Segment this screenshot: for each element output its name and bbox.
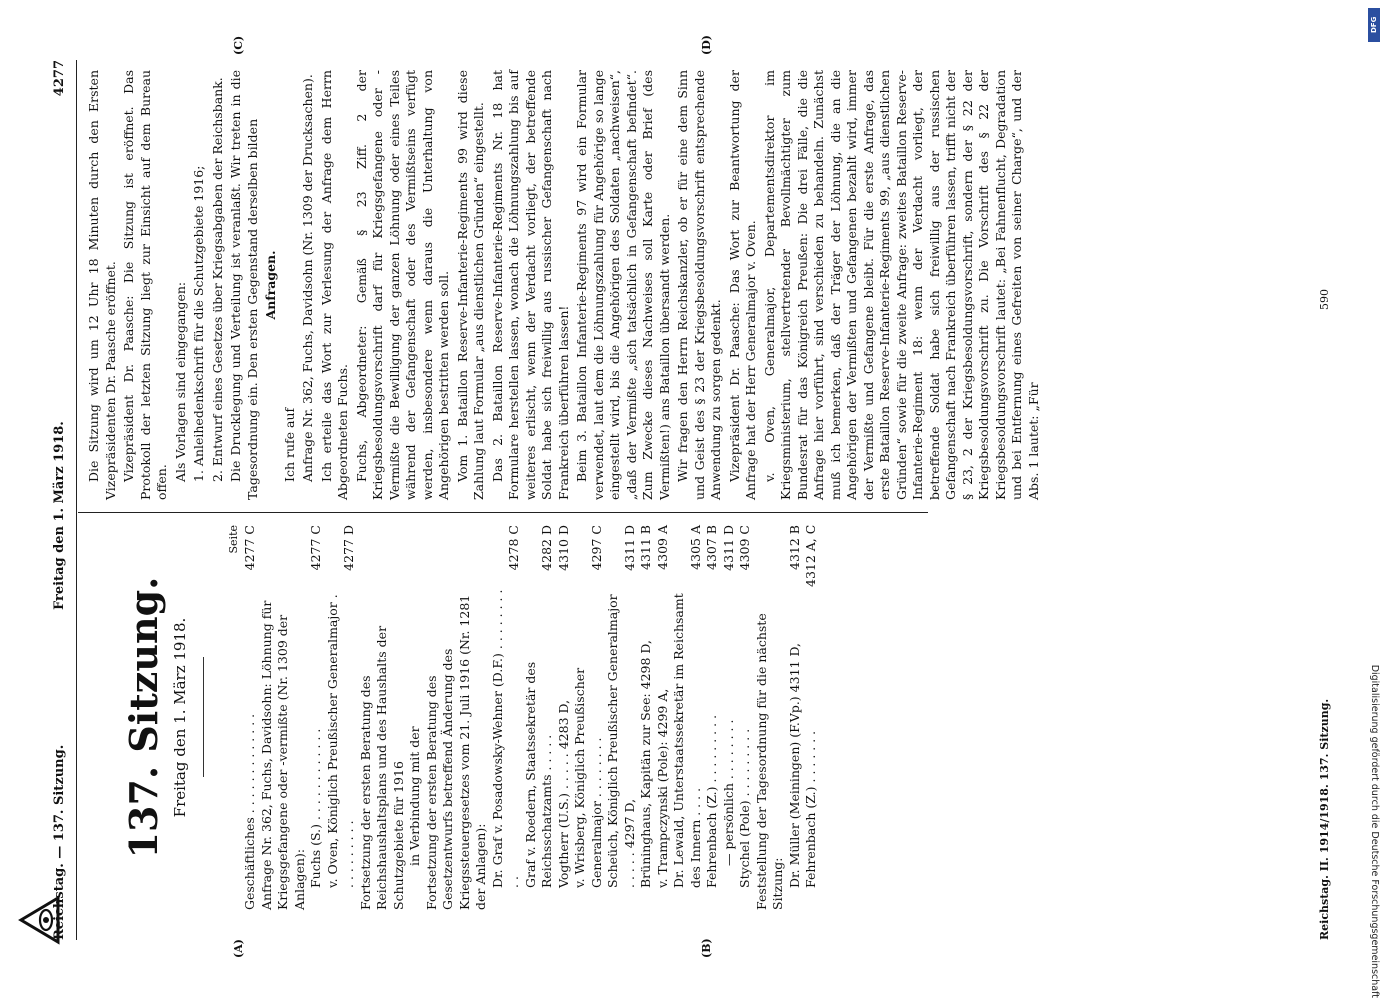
toc-entry-page: 4312 A, C — [803, 524, 818, 587]
toc-entry-text: Scheüch, Königlich Preußischer Generalmajor . . . . . 4297 D, — [605, 594, 637, 888]
toc-entry-text: Dr. Graf v. Posadowsky-Wehner (D.F.) . . . . . . . . . . — [489, 589, 521, 888]
toc-entry-text: Dr. Müller (Meiningen) (F.Vp.) 4311 D, — [786, 643, 802, 888]
header-date: Freitag den 1. März 1918. — [52, 421, 67, 610]
proceedings-paragraph: Ich rufe auf — [281, 407, 297, 482]
page-header — [52, 60, 72, 940]
proceedings-paragraph: Ich erteile das Wort zur Verlesung der Anfrage dem Herrn Abgeordneten Fuchs. — [318, 70, 350, 500]
proceedings-paragraph: Anfragen. — [263, 250, 278, 320]
session-title: 137. Sitzung. — [121, 576, 166, 859]
toc-entry — [787, 525, 804, 910]
toc-entry-text: v. Oven, Königlich Preußischer Generalmajor . . . . . . . . . . — [324, 594, 356, 888]
proceedings-paragraph: Vom 1. Bataillon Reserve-Infanterie-Regiments 99 wird diese Zahlung laut Formular „aus dienstlichen Gründen“ eingestellt. — [454, 70, 486, 500]
right-column-proceedings — [86, 70, 1044, 500]
toc-entry — [754, 525, 787, 910]
toc-entry-text: Fortsetzung der ersten Beratung des Reichshaushaltsplans und des Haushalts der Schutzgebiete für 1916 — [357, 625, 406, 910]
digitization-note — [1362, 8, 1380, 998]
toc-entry-text: Fuchs (S.) . . . . . . . . . . . . — [308, 728, 323, 888]
digitization-note-text: Digitalisierung gefördert durch die Deutsche Forschungsgemeinschaft — [1369, 664, 1380, 998]
margin-mark-a: (A) — [232, 939, 245, 958]
margin-mark-d: (D) — [700, 35, 713, 55]
toc-entry — [259, 525, 309, 910]
toc-entry-page: 4312 B — [786, 525, 802, 570]
toc-entry-page: 4282 D — [539, 525, 554, 571]
toc-entry-page: 4310 D — [555, 525, 571, 571]
left-column — [86, 525, 820, 910]
column-divider — [78, 512, 928, 513]
proceedings-paragraph: Das 2. Bataillon Reserve-Infanterie-Regiments Nr. 18 hat Formulare herstellen lassen, wonach die Löhnungszahlung bis auf weiteres erlischt, wenn der Verdacht vorliegt, der betreffende Soldat habe sich freiwillig aus russischer Gefangenschaft nach Frankreich überführen lassen! — [489, 70, 571, 500]
toc-entry-text: Anfrage Nr. 362, Fuchs, Davidsohn: Löhnung für Kriegsgefangene oder -vermißte (Nr. 1309 der Anlagen): — [258, 600, 307, 910]
toc-entry-text: v. Wrisberg, Königlich Preußischer Generalmajor . . . . . . . . — [572, 667, 604, 888]
proceedings-paragraph: Beim 3. Bataillon Infanterie-Regiments 97 wird ein Formular verwendet, laut dem die Löhnungszahlung für Angehörige so lange eingestellt wird, bis die Angehörigen des Soldaten „nachweisen“, „daß der Vermißte „sich tatsächlich in Gefangenschaft befindet“. Zum Zwecke dieses Nachweises soll Karte oder Brief (des Vermißten!) ans Bataillon übersandt werden. — [574, 70, 672, 500]
toc-entry — [704, 525, 721, 910]
margin-mark-b: (B) — [700, 938, 713, 958]
toc-entry — [655, 525, 672, 910]
margin-mark-c: (C) — [232, 35, 245, 55]
toc-entry — [605, 525, 638, 910]
toc-entry-page: 4307 B — [704, 525, 719, 570]
toc-entry-text: Fehrenbach (Z.) . . . . . . . . . — [704, 714, 719, 888]
proceedings-paragraph: 2. Entwurf eines Gesetzes über Kriegsabgaben der Reichsbank. — [209, 77, 225, 482]
toc-entry — [308, 525, 325, 910]
toc-entry-text: Geschäftliches . . . . . . . . . . . . . — [242, 713, 257, 910]
proceedings-paragraph: 1. Anleihedenkschrift für die Schutzgebiete 1916; — [191, 165, 206, 482]
header-page-number: 4277 — [52, 60, 67, 97]
footer-citation: Reichstag. II. 1914/1918. 137. Sitzung. — [1318, 698, 1331, 940]
seite-label: Seite — [226, 525, 240, 554]
toc-entry-page: 4309 C — [737, 525, 752, 571]
proceedings-paragraph: Als Vorlagen sind eingegangen: — [172, 281, 188, 482]
toc-entry-page: 4277 C — [242, 525, 257, 571]
toc-entry — [523, 525, 556, 910]
proceedings-paragraph: Anfrage Nr. 362, Fuchs, Davidsohn (Nr. 1309 der Drucksachen). — [300, 74, 315, 482]
session-date: Freitag den 1. März 1918. — [171, 617, 189, 818]
toc-entry-text: Dr. Lewald, Unterstaatssekretär im Reichsamt des Innern . . . . — [671, 593, 703, 888]
proceedings-paragraph: v. Oven, Generalmajor, Departementsdirektor im Kriegsministerium, stellvertretender Bevollmächtigter zum Bundesrat für das Königreich Preußen: Die drei Fälle, die die Anfrage hier vorführt, sind verschieden zu behandeln. Zunächst muß ich bemerken, daß der Träger der Löhnung, die an die Angehörigen der Vermißten und Gefangenen bezahlt wird, immer der Vermißte und Gefangene bleibt. Für die erste Anfrage, das erste Bataillon Reserve-Infanterie-Regiments 99, „aus dienstlichen Gründen“ sowie für die zweite Anfrage: zweites Bataillon Reserve-Infanterie-Regiment 18: wenn der Verdacht vorliegt, der betreffende Soldat habe sich freiwillig aus der russischen Gefangenschaft nach Frankreich überführen lassen, trifft nicht der § 23, 2 der Kriegsbesoldungsvorschrift, sondern der § 22 der Kriegsbesoldungsvorschrift zu. Die Vorschrift des § 22 der Kriegsbesoldungsvorschrift lautet: „Bei Fahnenflucht, Degradation und bei Entfernung eines Gefreiten von seiner Charge“, und der Abs. 1 lautet: „Für — [761, 70, 1041, 500]
proceedings-paragraph: Vizepräsident Dr. Paasche: Das Wort zur Beantwortung der Anfrage hat der Herr Generalmajor v. Oven. — [726, 70, 758, 500]
proceedings-paragraph: Vizepräsident Dr. Paasche: Die Sitzung ist eröffnet. Das Protokoll der letzten Sitzung liegt zur Einsicht auf dem Bureau offen. — [121, 70, 169, 500]
toc-entry-page: 4311 D — [621, 525, 637, 571]
toc-entry — [638, 525, 655, 910]
toc-entry-text: Fortsetzung der ersten Beratung des Gesetzentwurfs betreffend Änderung des Kriegssteuergesetzes vom 21. Juli 1916 (Nr. 1281 der Anlagen): — [423, 594, 488, 910]
title-rule — [203, 658, 204, 778]
toc-entry-text: Feststellung der Tagesordnung für die nächste Sitzung: — [753, 613, 785, 910]
toc-entry — [490, 525, 523, 910]
toc-entry — [737, 525, 754, 910]
toc-entry — [572, 525, 605, 910]
header-left: Reichstag. — 137. Sitzung. — [52, 744, 67, 940]
dfg-badge: DFG — [1368, 8, 1380, 42]
toc-entry — [325, 525, 358, 910]
toc-entry-page: 4277 C — [308, 525, 323, 571]
proceedings-paragraph: Die Sitzung wird um 12 Uhr 18 Minuten durch den Ersten Vizepräsidenten Dr. Paasche eröffnet. — [86, 70, 118, 500]
toc-entry — [242, 525, 259, 910]
proceedings-paragraph: Wir fragen den Herrn Reichskanzler, ob er für eine dem Sinn und Geist des § 23 der Kriegsbesoldungsvorschrift entsprechende Anwendung zu sorgen gedenkt. — [675, 70, 723, 500]
table-of-contents — [242, 525, 820, 910]
proceedings-paragraph: Fuchs, Abgeordneter: Gemäß § 23 Ziff. 2 der Kriegsbesoldungsvorschrift darf für Kriegsgefangene oder -Vermißte die Bewilligung der ganzen Löhnung oder eines Teiles während der Gefangenschaft oder des Vermißtseins verfügt werden, insbesondere wenn daraus die Unterhaltung von Angehörigen bestritten werden soll. — [353, 70, 451, 500]
toc-entry — [671, 525, 704, 910]
toc-entry — [803, 525, 820, 910]
toc-entry-text: in Verbindung mit der — [407, 726, 422, 866]
toc-entry-text: Vogtherr (U.S.) . . . . . 4283 D, — [555, 699, 571, 888]
toc-entry-text: v. Trampczynski (Pole): 4299 A, — [654, 688, 670, 888]
toc-entry-text: — persönlich . . . . . . . . — [720, 719, 736, 866]
proceedings-paragraph: Die Drucklegung und Verteilung ist veranlaßt. Wir treten in die Tagesordnung ein. Den ersten Gegenstand derselben bilden — [228, 70, 260, 500]
toc-entry-page: 4277 D — [341, 525, 356, 571]
toc-entry-page: 4309 A — [654, 525, 670, 570]
toc-entry — [407, 525, 424, 910]
toc-entry-text: Fehrenbach (Z.) . . . . . . . — [803, 730, 818, 888]
toc-entry-page: 4305 A — [687, 525, 703, 570]
toc-entry — [556, 525, 573, 910]
header-rule — [76, 60, 77, 940]
toc-entry-page: 4278 C — [506, 525, 521, 571]
footer-page-number: 590 — [1318, 289, 1331, 310]
toc-entry-text: Graf v. Roedern, Staatssekretär des Reichsschatzamts . . . . . — [522, 661, 554, 888]
toc-entry-page: 4311 B — [638, 525, 653, 570]
toc-entry-text: Brüninghaus, Kapitän zur See: 4298 D, — [638, 640, 653, 888]
toc-entry-page: 4297 C — [588, 525, 604, 571]
toc-entry — [358, 525, 408, 910]
toc-entry — [721, 525, 738, 910]
toc-entry-page: 4311 D — [720, 525, 736, 571]
toc-entry — [424, 525, 490, 910]
toc-entry-text: Stychel (Pole) . . . . . . . . . — [737, 728, 752, 888]
